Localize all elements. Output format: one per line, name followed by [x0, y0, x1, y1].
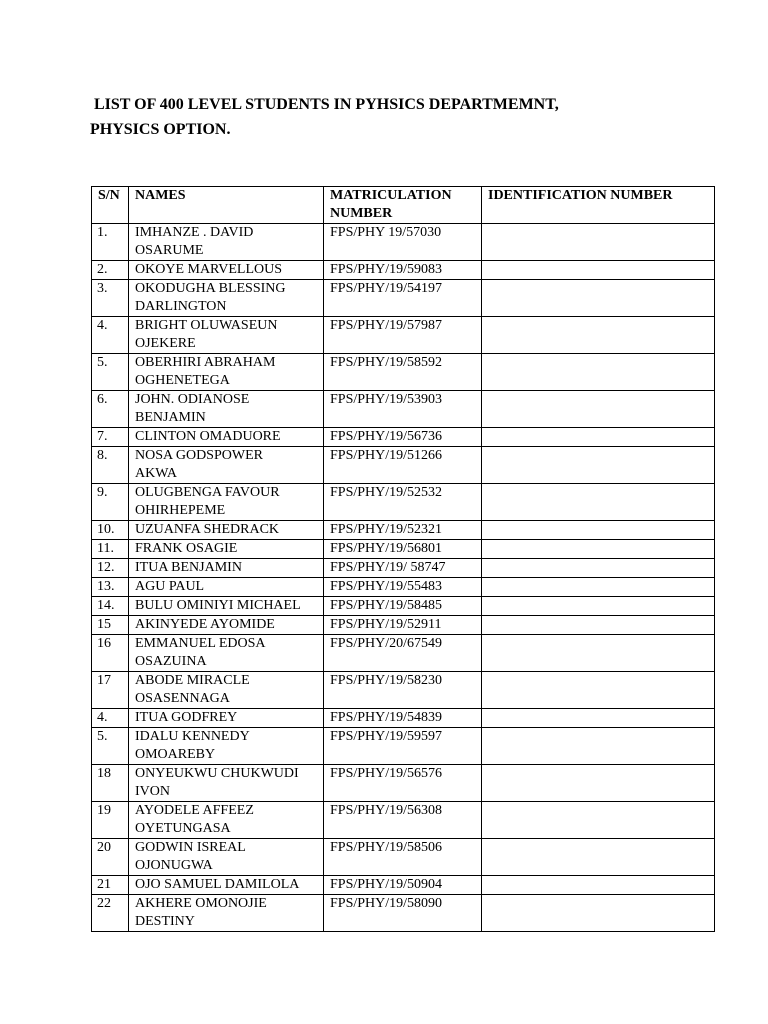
row-student-name [129, 635, 324, 672]
student-name-line-2: OJONUGWA [135, 858, 213, 873]
student-name-line-2: DESTINY [135, 914, 195, 929]
student-name-line-1: JOHN. ODIANOSE [135, 392, 250, 407]
row-student-name [129, 578, 324, 597]
header-row [92, 187, 715, 224]
row-student-name [129, 280, 324, 317]
row-student-name [129, 597, 324, 616]
row-matriculation-number: FPS/PHY/19/52321 [324, 521, 482, 540]
row-serial-number: 13. [92, 578, 129, 597]
header-matriculation [324, 187, 482, 224]
student-name-line-2: OMOAREBY [135, 747, 216, 762]
table-body [92, 224, 715, 932]
student-name-line-2: AKWA [135, 466, 177, 481]
table-row [92, 391, 715, 428]
row-serial-number: 10. [92, 521, 129, 540]
row-identification-number [482, 635, 715, 672]
table-row [92, 839, 715, 876]
row-student-name [129, 672, 324, 709]
row-matriculation-number: FPS/PHY/19/56576 [324, 765, 482, 802]
row-student-name [129, 895, 324, 932]
row-matriculation-number: FPS/PHY/19/59083 [324, 261, 482, 280]
row-student-name [129, 354, 324, 391]
student-name-line-2: OSASENNAGA [135, 691, 230, 706]
header-identification: IDENTIFICATION NUMBER [482, 187, 715, 224]
header-sn: S/N [92, 187, 129, 224]
row-identification-number [482, 447, 715, 484]
row-serial-number: 4. [92, 317, 129, 354]
student-name-line-1: AKINYEDE AYOMIDE [135, 617, 275, 632]
row-serial-number: 19 [92, 802, 129, 839]
row-student-name [129, 317, 324, 354]
row-matriculation-number: FPS/PHY 19/57030 [324, 224, 482, 261]
student-name-line-1: IMHANZE . DAVID [135, 225, 254, 240]
student-name-line-1: UZUANFA SHEDRACK [135, 522, 280, 537]
row-identification-number [482, 317, 715, 354]
table-row [92, 428, 715, 447]
row-serial-number: 20 [92, 839, 129, 876]
title-line-1: LIST OF 400 LEVEL STUDENTS IN PYHSICS DEPARTMEMNT, [94, 96, 559, 113]
row-matriculation-number: FPS/PHY/19/58485 [324, 597, 482, 616]
table-row [92, 728, 715, 765]
row-identification-number [482, 261, 715, 280]
row-matriculation-number: FPS/PHY/19/52532 [324, 484, 482, 521]
student-name-line-2: BENJAMIN [135, 410, 206, 425]
row-serial-number: 22 [92, 895, 129, 932]
row-serial-number: 2. [92, 261, 129, 280]
row-serial-number: 4. [92, 709, 129, 728]
row-identification-number [482, 895, 715, 932]
row-serial-number: 7. [92, 428, 129, 447]
student-name-line-1: NOSA GODSPOWER [135, 448, 263, 463]
student-name-line-1: OLUGBENGA FAVOUR [135, 485, 280, 500]
row-matriculation-number: FPS/PHY/19/58230 [324, 672, 482, 709]
row-identification-number [482, 354, 715, 391]
row-identification-number [482, 559, 715, 578]
document-title [90, 92, 730, 142]
student-name-line-2: DARLINGTON [135, 299, 227, 314]
student-name-line-1: AYODELE AFFEEZ [135, 803, 254, 818]
row-student-name [129, 559, 324, 578]
student-name-line-1: CLINTON OMADUORE [135, 429, 281, 444]
student-name-line-1: ITUA BENJAMIN [135, 560, 242, 575]
table-row [92, 672, 715, 709]
row-serial-number: 17 [92, 672, 129, 709]
student-name-line-1: ABODE MIRACLE [135, 673, 250, 688]
row-serial-number: 16 [92, 635, 129, 672]
row-student-name [129, 709, 324, 728]
row-matriculation-number: FPS/PHY/19/58592 [324, 354, 482, 391]
row-matriculation-number: FPS/PHY/19/ 58747 [324, 559, 482, 578]
student-list-table [91, 186, 715, 932]
row-matriculation-number: FPS/PHY/19/50904 [324, 876, 482, 895]
row-student-name [129, 540, 324, 559]
student-name-line-1: BULU OMINIYI MICHAEL [135, 598, 301, 613]
student-name-line-2: OSAZUINA [135, 654, 207, 669]
table-row [92, 616, 715, 635]
row-matriculation-number: FPS/PHY/19/59597 [324, 728, 482, 765]
row-student-name [129, 876, 324, 895]
row-student-name [129, 428, 324, 447]
row-serial-number: 14. [92, 597, 129, 616]
row-matriculation-number: FPS/PHY/19/58506 [324, 839, 482, 876]
row-serial-number: 8. [92, 447, 129, 484]
row-serial-number: 1. [92, 224, 129, 261]
row-matriculation-number: FPS/PHY/19/58090 [324, 895, 482, 932]
row-identification-number [482, 428, 715, 447]
row-serial-number: 11. [92, 540, 129, 559]
row-serial-number: 15 [92, 616, 129, 635]
row-student-name [129, 391, 324, 428]
row-identification-number [482, 484, 715, 521]
student-name-line-1: GODWIN ISREAL [135, 840, 246, 855]
row-identification-number [482, 578, 715, 597]
student-name-line-1: OBERHIRI ABRAHAM [135, 355, 276, 370]
row-serial-number: 6. [92, 391, 129, 428]
table-row [92, 802, 715, 839]
row-serial-number: 5. [92, 354, 129, 391]
table-row [92, 540, 715, 559]
row-serial-number: 3. [92, 280, 129, 317]
table-row [92, 261, 715, 280]
row-identification-number [482, 672, 715, 709]
table-row [92, 484, 715, 521]
row-identification-number [482, 802, 715, 839]
row-student-name [129, 765, 324, 802]
table-row [92, 559, 715, 578]
student-name-line-1: ITUA GODFREY [135, 710, 238, 725]
row-student-name [129, 447, 324, 484]
row-matriculation-number: FPS/PHY/19/57987 [324, 317, 482, 354]
row-matriculation-number: FPS/PHY/19/53903 [324, 391, 482, 428]
row-identification-number [482, 709, 715, 728]
row-matriculation-number: FPS/PHY/19/56308 [324, 802, 482, 839]
student-name-line-2: OSARUME [135, 243, 204, 258]
row-matriculation-number: FPS/PHY/20/67549 [324, 635, 482, 672]
table-row [92, 354, 715, 391]
row-serial-number: 18 [92, 765, 129, 802]
row-student-name [129, 224, 324, 261]
table-row [92, 578, 715, 597]
student-name-line-1: AKHERE OMONOJIE [135, 896, 267, 911]
row-identification-number [482, 521, 715, 540]
table-row [92, 597, 715, 616]
row-identification-number [482, 839, 715, 876]
row-matriculation-number: FPS/PHY/19/52911 [324, 616, 482, 635]
row-student-name [129, 802, 324, 839]
table-row [92, 635, 715, 672]
student-name-line-1: FRANK OSAGIE [135, 541, 238, 556]
student-name-line-2: OYETUNGASA [135, 821, 231, 836]
student-name-line-1: BRIGHT OLUWASEUN [135, 318, 278, 333]
header-matric-line-2: NUMBER [330, 206, 393, 221]
row-identification-number [482, 224, 715, 261]
table-row [92, 765, 715, 802]
row-identification-number [482, 391, 715, 428]
row-serial-number: 9. [92, 484, 129, 521]
header-matric-line-1: MATRICULATION [330, 188, 452, 203]
title-line-2: PHYSICS OPTION. [90, 121, 231, 138]
row-identification-number [482, 540, 715, 559]
table-row [92, 709, 715, 728]
student-name-line-1: OJO SAMUEL DAMILOLA [135, 877, 300, 892]
student-name-line-1: AGU PAUL [135, 579, 205, 594]
row-matriculation-number: FPS/PHY/19/56801 [324, 540, 482, 559]
row-student-name [129, 484, 324, 521]
row-identification-number [482, 280, 715, 317]
table-row [92, 521, 715, 540]
row-student-name [129, 616, 324, 635]
table-row [92, 280, 715, 317]
row-identification-number [482, 616, 715, 635]
student-name-line-2: OJEKERE [135, 336, 196, 351]
row-matriculation-number: FPS/PHY/19/51266 [324, 447, 482, 484]
row-student-name [129, 521, 324, 540]
student-name-line-1: IDALU KENNEDY [135, 729, 250, 744]
student-name-line-1: OKOYE MARVELLOUS [135, 262, 283, 277]
row-identification-number [482, 728, 715, 765]
row-student-name [129, 839, 324, 876]
table-header [92, 187, 715, 224]
row-identification-number [482, 597, 715, 616]
row-student-name [129, 261, 324, 280]
table-row [92, 895, 715, 932]
row-serial-number: 5. [92, 728, 129, 765]
student-name-line-1: EMMANUEL EDOSA [135, 636, 266, 651]
table-row [92, 447, 715, 484]
student-name-line-2: IVON [135, 784, 170, 799]
row-matriculation-number: FPS/PHY/19/56736 [324, 428, 482, 447]
student-name-line-2: OHIRHEPEME [135, 503, 226, 518]
table-row [92, 224, 715, 261]
table-row [92, 876, 715, 895]
row-identification-number [482, 765, 715, 802]
student-name-line-1: OKODUGHA BLESSING [135, 281, 286, 296]
row-matriculation-number: FPS/PHY/19/54839 [324, 709, 482, 728]
row-matriculation-number: FPS/PHY/19/55483 [324, 578, 482, 597]
student-name-line-1: ONYEUKWU CHUKWUDI [135, 766, 299, 781]
row-student-name [129, 728, 324, 765]
row-identification-number [482, 876, 715, 895]
header-names: NAMES [129, 187, 324, 224]
row-serial-number: 21 [92, 876, 129, 895]
row-serial-number: 12. [92, 559, 129, 578]
table-row [92, 317, 715, 354]
student-name-line-2: OGHENETEGA [135, 373, 230, 388]
row-matriculation-number: FPS/PHY/19/54197 [324, 280, 482, 317]
